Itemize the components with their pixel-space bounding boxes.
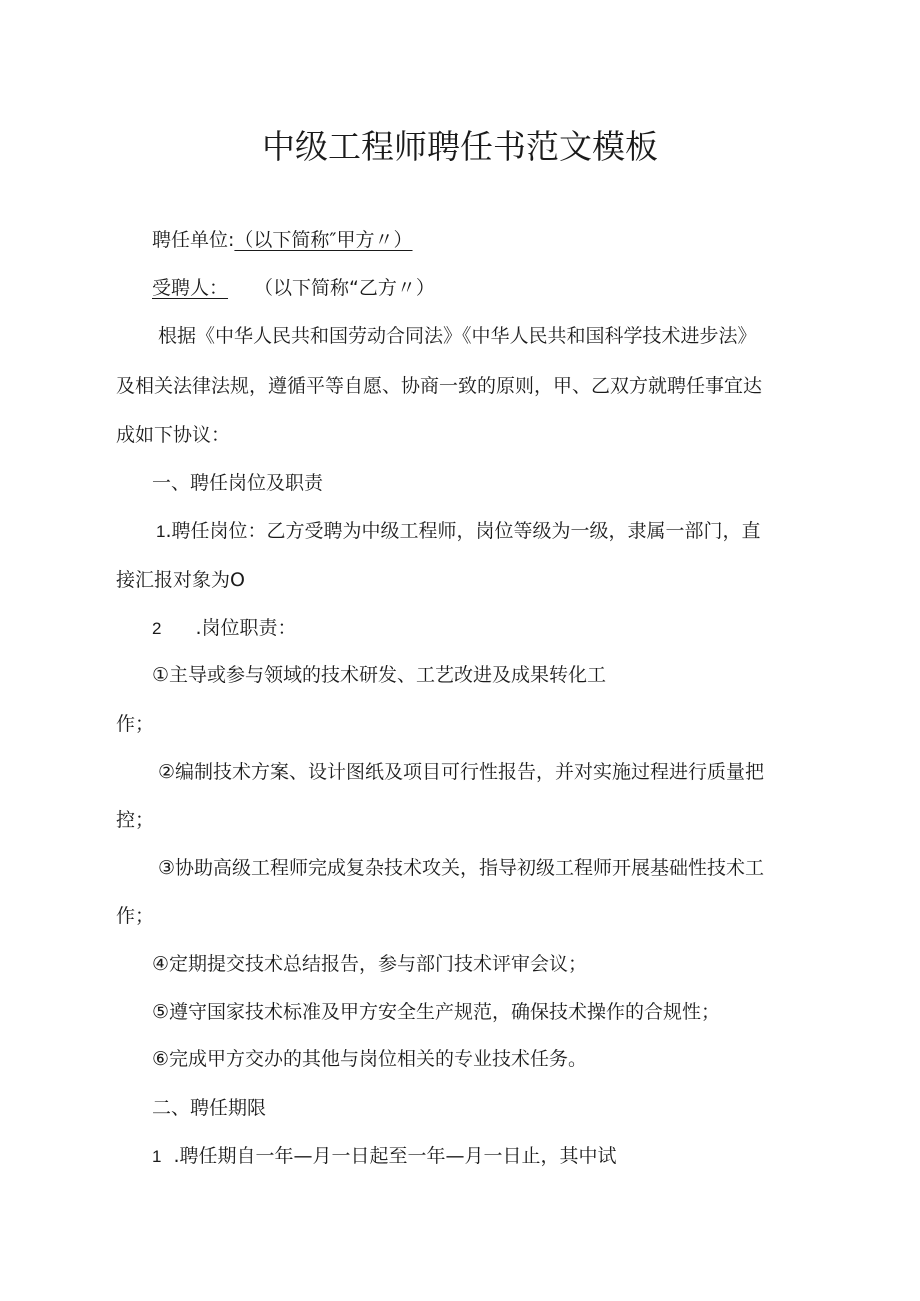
- duty-5-line: ⑤遵守国家技术标准及甲方安全生产规范，确保技术操作的合规性；: [152, 1001, 721, 1023]
- term-1-text: .聘任期自一年—月一日起至一年—月一日止，其中试: [173, 1145, 617, 1167]
- duty-2-line-2: 控；: [116, 809, 155, 831]
- duty-1-line-2: 作；: [116, 713, 155, 735]
- employer-label: 聘任单位:: [152, 229, 235, 251]
- employee-label: 受聘人：: [152, 277, 229, 299]
- intro-line-1: 根据《中华人民共和国劳动合同法》《中华人民共和国科学技术进步法》: [158, 325, 757, 347]
- intro-line-3: 成如下协议：: [116, 424, 231, 446]
- item-2-line: [152, 614, 297, 643]
- item-1-text: .聘任岗位：乙方受聘为中级工程师，岗位等级为一级，隶属一部门，直: [165, 520, 761, 542]
- intro-line-2: 及相关法律法规，遵循平等自愿、协商一致的原则，甲、乙双方就聘任事宜达: [116, 375, 763, 397]
- employer-line: [152, 226, 413, 254]
- duty-6-line: ⑥完成甲方交办的其他与岗位相关的专业技术任务。: [152, 1048, 588, 1070]
- term-1-line: [152, 1142, 617, 1171]
- duty-2-line-1: ②编制技术方案、设计图纸及项目可行性报告，并对实施过程进行质量把: [158, 761, 765, 783]
- item-2-number: 2: [152, 619, 162, 638]
- section-1-heading: 一、聘任岗位及职责: [152, 472, 324, 494]
- employee-note: （以下简称“乙方〃）: [254, 277, 435, 299]
- duty-4-line: ④定期提交技术总结报告，参与部门技术评审会议；: [152, 953, 588, 975]
- duty-1-line-1: ①主导或参与领域的技术研发、工艺改进及成果转化工: [152, 664, 607, 686]
- duty-3-line-1: ③协助高级工程师完成复杂技术攻关，指导初级工程师开展基础性技术工: [158, 857, 765, 879]
- item-2-text: .岗位职责：: [195, 617, 297, 639]
- document-title: 中级工程师聘任书范文模板: [262, 127, 658, 166]
- duty-3-line-2: 作；: [116, 905, 155, 927]
- item-1-line-1: [156, 517, 761, 546]
- term-1-number: 1: [152, 1147, 162, 1166]
- employee-line: [152, 274, 435, 302]
- employer-note: （以下简称″甲方〃）: [234, 229, 413, 251]
- section-2-heading: 二、聘任期限: [152, 1097, 267, 1119]
- item-1-line-2: 接汇报对象为O: [116, 569, 245, 591]
- item-1-number: 1: [156, 522, 166, 541]
